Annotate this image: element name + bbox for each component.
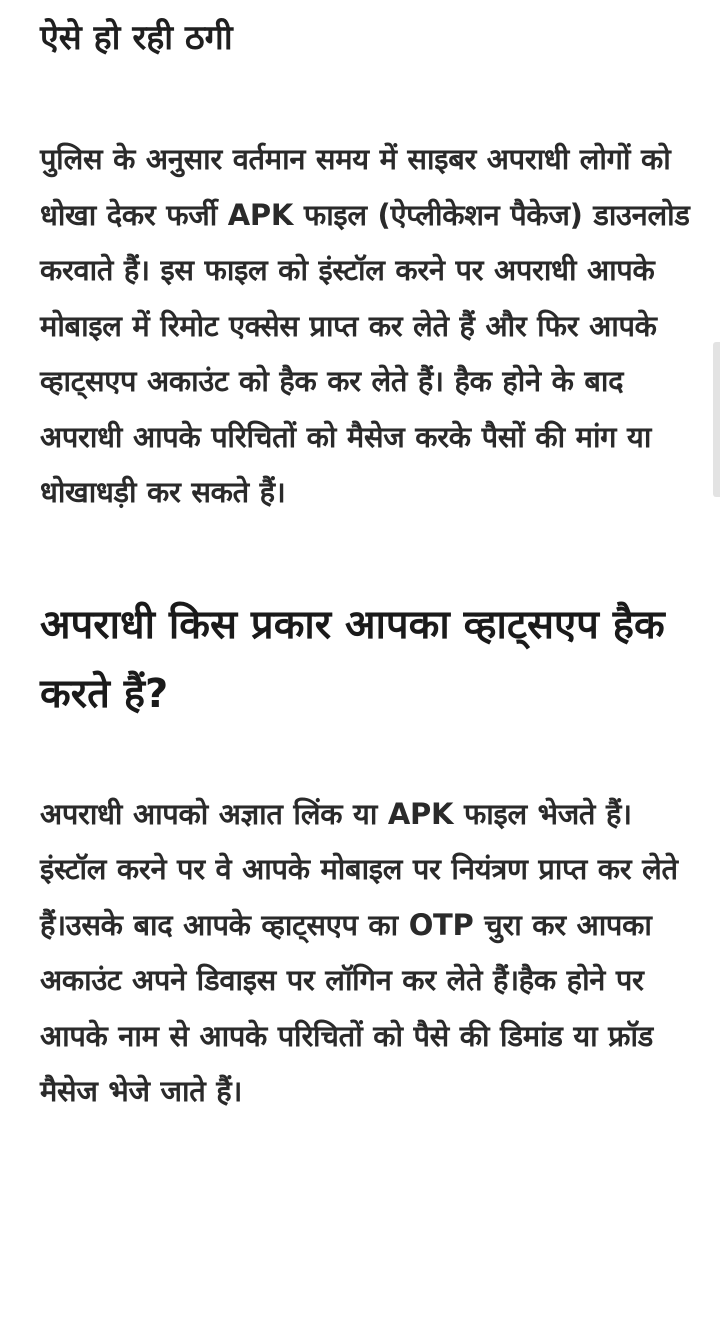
paragraph-police-statement: पुलिस के अनुसार वर्तमान समय में साइबर अपराधी लोगों को धोखा देकर फर्जी APK फाइल (ऐप्लीकेशन पैकेज) डाउनलोड करवाते हैं। इस फाइल को इंस्टॉल करने पर अपराधी आपके मोबाइल में रिमोट एक्सेस प्राप्त कर लेते हैं और फिर आपके व्हाट्सएप अकाउंट को हैक कर लेते हैं। हैक होने के बाद अपराधी आपके परिचितों को मैसेज करके पैसों की मांग या धोखाधड़ी कर सकते हैं।	[40, 142, 690, 509]
article-content	[40, 0, 690, 1120]
scrollbar-thumb[interactable]	[713, 342, 720, 497]
section-heading-fraud-method: ऐसे हो रही ठगी	[40, 18, 233, 58]
section-heading-how-hacked: अपराधी किस प्रकार आपका व्हाट्सएप हैक करते हैं?	[40, 601, 665, 717]
paragraph-hack-process: अपराधी आपको अज्ञात लिंक या APK फाइल भेजते हैं। इंस्टॉल करने पर वे आपके मोबाइल पर नियंत्रण प्राप्त कर लेते हैं।उसके बाद आपके व्हाट्सएप का OTP चुरा कर आपका अकाउंट अपने डिवाइस पर लॉगिन कर लेते हैं।हैक होने पर आपके नाम से आपके परिचितों को पैसे की डिमांड या फ्रॉड मैसेज भेजे जाते हैं।	[40, 796, 678, 1108]
